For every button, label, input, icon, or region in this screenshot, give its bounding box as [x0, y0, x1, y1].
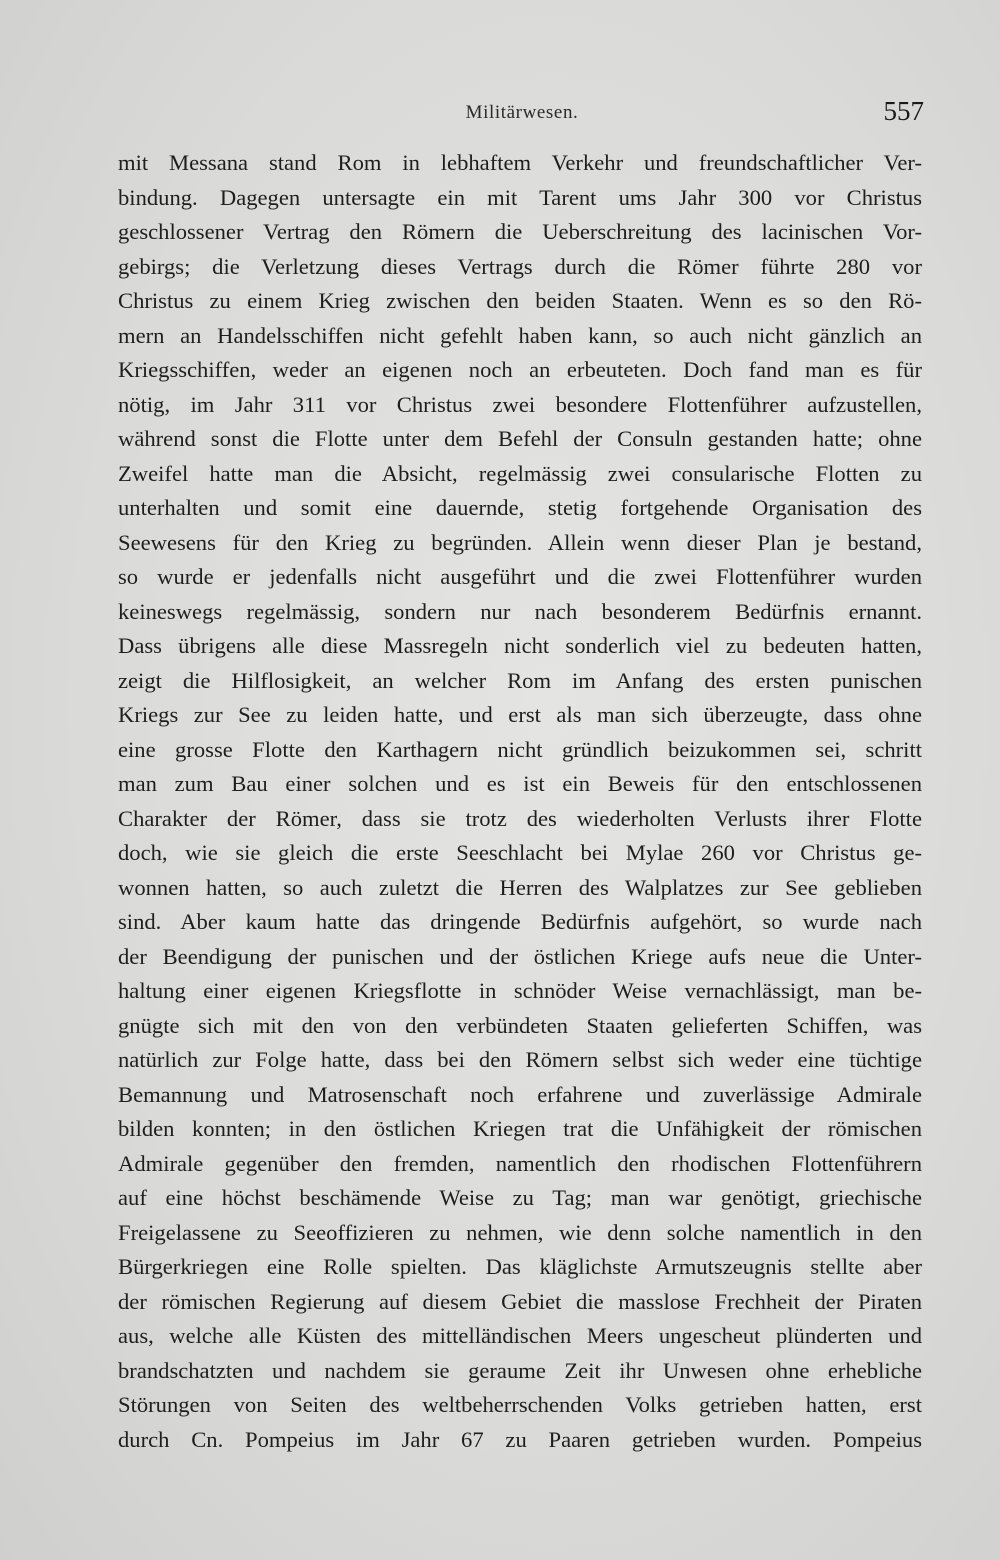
text-line: auf eine höchst beschämende Weise zu Tag; man war genötigt, griechische	[118, 1185, 922, 1210]
text-line: mern an Handelsschiffen nicht gefehlt haben kann, so auch nicht gänzlich an	[118, 322, 922, 348]
text-line: Bürgerkriegen eine Rolle spielten. Das kläglichste Armutszeugnis stellte aber	[118, 1254, 922, 1279]
text-line: doch, wie sie gleich die erste Seeschlacht bei Mylae 260 vor Christus ge-	[118, 840, 922, 865]
text-line: Störungen von Seiten des weltbeherrschenden Volks getrieben hatten, erst	[118, 1392, 922, 1417]
text-line: gnügte sich mit den von den verbündeten Staaten gelieferten Schiffen, was	[118, 1012, 922, 1038]
text-line: nötig, im Jahr 311 vor Christus zwei besondere Flottenführer aufzustellen,	[118, 391, 922, 417]
page-header	[118, 96, 926, 136]
text-line: zeigt die Hilflosigkeit, an welcher Rom im Anfang des ersten punischen	[118, 667, 922, 693]
text-line: Freigelassene zu Seeoffizieren zu nehmen, wie denn solche namentlich in den	[118, 1219, 922, 1245]
page-number: 557	[883, 96, 924, 126]
text-line: bilden konnten; in den östlichen Kriegen trat die Unfähigkeit der römischen	[118, 1116, 922, 1141]
body-text	[118, 146, 922, 1457]
text-line: durch Cn. Pompeius im Jahr 67 zu Paaren getrieben wurden. Pompeius	[118, 1426, 922, 1452]
text-line: geschlossener Vertrag den Römern die Ueberschreitung des lacinischen Vor-	[118, 219, 922, 244]
text-line: Kriegsschiffen, weder an eigenen noch an erbeuteten. Doch fand man es für	[118, 357, 922, 382]
text-line: Dass übrigens alle diese Massregeln nicht sonderlich viel zu bedeuten hatten,	[118, 633, 922, 658]
text-line: bindung. Dagegen untersagte ein mit Tarent ums Jahr 300 vor Christus	[118, 184, 922, 210]
text-line: unterhalten und somit eine dauernde, stetig fortgehende Organisation des	[118, 495, 922, 520]
text-line: eine grosse Flotte den Karthagern nicht gründlich beizukommen sei, schritt	[118, 736, 922, 762]
text-line: haltung einer eigenen Kriegsflotte in schnöder Weise vernachlässigt, man be-	[118, 978, 922, 1003]
text-line: gebirgs; die Verletzung dieses Vertrags durch die Römer führte 280 vor	[118, 253, 922, 279]
text-line: Charakter der Römer, dass sie trotz des wiederholten Verlusts ihrer Flotte	[118, 805, 922, 831]
text-line: natürlich zur Folge hatte, dass bei den Römern selbst sich weder eine tüchtige	[118, 1047, 922, 1072]
text-line: während sonst die Flotte unter dem Befehl der Consuln gestanden hatte; ohne	[118, 426, 922, 451]
text-line: aus, welche alle Küsten des mittelländischen Meers ungescheut plünderten und	[118, 1323, 922, 1348]
text-line: brandschatzten und nachdem sie geraume Zeit ihr Unwesen ohne erhebliche	[118, 1357, 922, 1383]
text-line: sind. Aber kaum hatte das dringende Bedürfnis aufgehört, so wurde nach	[118, 909, 922, 934]
text-line: wonnen hatten, so auch zuletzt die Herren des Walplatzes zur See geblieben	[118, 874, 922, 900]
text-line: Kriegs zur See zu leiden hatte, und erst als man sich überzeugte, dass ohne	[118, 702, 922, 727]
text-line: der Beendigung der punischen und der östlichen Kriege aufs neue die Unter-	[118, 943, 922, 969]
text-line: der römischen Regierung auf diesem Gebiet die masslose Frechheit der Piraten	[118, 1288, 922, 1314]
text-line: Christus zu einem Krieg zwischen den beiden Staaten. Wenn es so den Rö-	[118, 288, 922, 313]
text-line: man zum Bau einer solchen und es ist ein Beweis für den entschlossenen	[118, 771, 922, 796]
text-line: mit Messana stand Rom in lebhaftem Verkehr und freundschaftlicher Ver-	[118, 150, 922, 175]
text-line: Zweifel hatte man die Absicht, regelmässig zwei consularische Flotten zu	[118, 460, 922, 486]
text-line: so wurde er jedenfalls nicht ausgeführt und die zwei Flottenführer wurden	[118, 564, 922, 589]
text-line: Admirale gegenüber den fremden, namentlich den rhodischen Flottenführern	[118, 1150, 922, 1176]
text-line: Bemannung und Matrosenschaft noch erfahrene und zuverlässige Admirale	[118, 1081, 922, 1107]
text-line: keineswegs regelmässig, sondern nur nach besonderem Bedürfnis ernannt.	[118, 598, 922, 624]
text-line: Seewesens für den Krieg zu begründen. Allein wenn dieser Plan je bestand,	[118, 529, 922, 555]
running-title: Militärwesen.	[465, 102, 579, 123]
